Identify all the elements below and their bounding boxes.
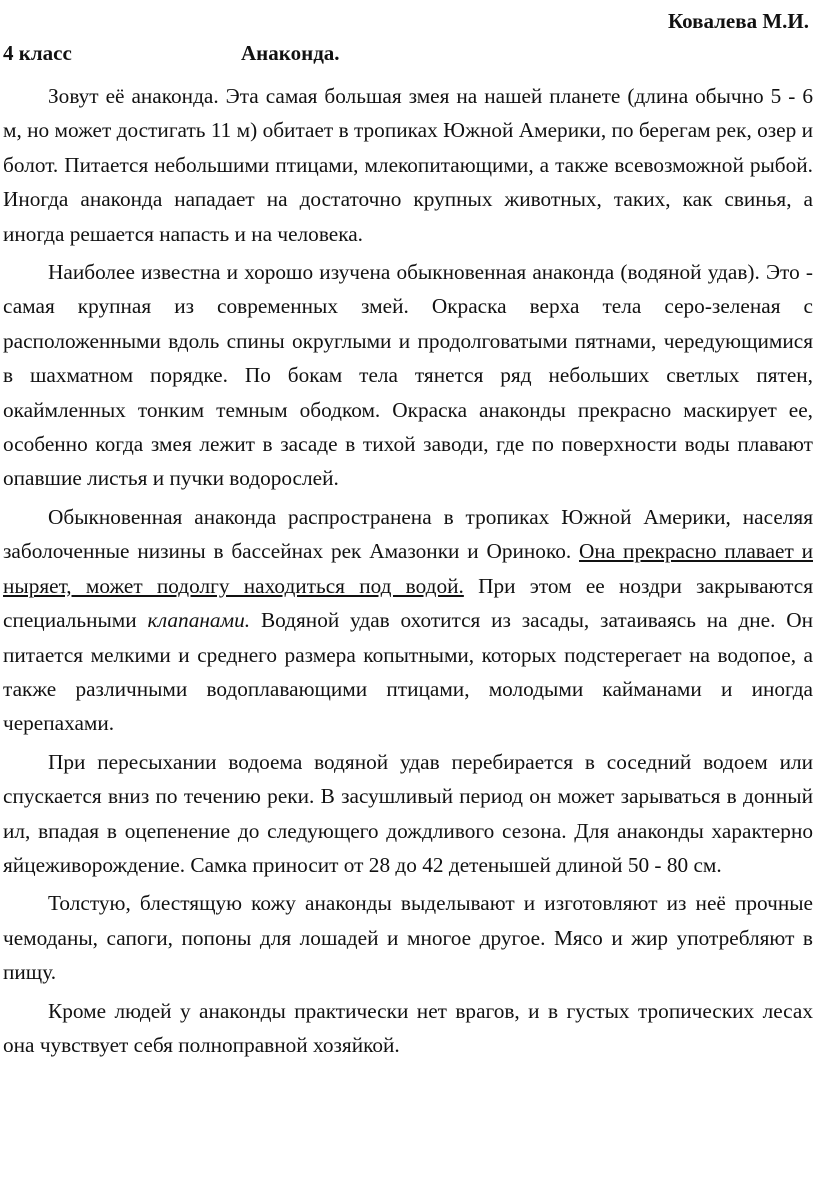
grade-label: 4 класс [3, 41, 72, 65]
page-title: Анаконда. [241, 41, 340, 65]
article-body [3, 79, 813, 1062]
underlined-sentence: Она прекрасно плавает и ныряет, может подолгу находиться под водой. [3, 539, 813, 598]
paragraph-1: Зовут её анаконда. Эта самая большая змея на нашей планете (длина обычно 5 - 6 м, но может достигать 11 м) обитает в тропиках Южной Америки, по берегам рек, озер и болот. Питается небольшими птицами, млекопитающими, а также всевозможной рыбой. Иногда анаконда нападает на достаточно крупных животных, таких, как свинья, а иногда решается напасть и на человека. [3, 84, 813, 246]
paragraph-3-part-3: Водяной удав охотится из засады, затаиваясь на дне. Он питается мелкими и среднего размера копытными, которых подстерегает на водопое, а также различными водоплавающими птицами, молодыми кайманами и иногда черепахами. [3, 608, 814, 736]
paragraph-2: Наиболее известна и хорошо изучена обыкновенная анаконда (водяной удав). Это - самая крупная из современных змей. Окраска верха тела серо-зеленая с расположенными вдоль спины округлыми и продолговатыми пятнами, чередующимися в шахматном порядке. По бокам тела тянется ряд небольших светлых пятен, окаймленных тонким темным ободком. Окраска анаконды прекрасно маскирует ее, особенно когда змея лежит в засаде в тихой заводи, где по поверхности воды плавают опавшие листья и пучки водорослей. [3, 260, 813, 491]
paragraph-5: Толстую, блестящую кожу анаконды выделывают и изготовляют из неё прочные чемоданы, сапоги, попоны для лошадей и многое другое. Мясо и жир употребляют в пищу. [3, 891, 813, 985]
paragraph-4: При пересыхании водоема водяной удав перебирается в соседний водоем или спускается вниз по течению реки. В засушливый период он может зарываться в донный ил, впадая в оцепенение до следующего дождливого сезона. Для анаконды характерно яйцеживорождение. Самка приносит от 28 до 42 детенышей длиной 50 - 80 см. [3, 749, 813, 877]
paragraph-3 [3, 500, 813, 741]
heading-line [3, 36, 813, 70]
paragraph-3-part-1: Обыкновенная анаконда распространена в тропиках Южной Америки, населяя заболоченные низины в бассейнах рек Амазонки и Ориноко. [3, 504, 813, 564]
paragraph-3-part-2: При этом ее ноздри закрываются специальными [3, 573, 813, 633]
italic-word: клапанами. [147, 608, 251, 633]
paragraph-6: Кроме людей у анаконды практически нет врагов, и в густых тропических лесах она чувствует себя полноправной хозяйкой. [3, 998, 813, 1057]
author-name: Ковалева М.И. [667, 9, 809, 33]
